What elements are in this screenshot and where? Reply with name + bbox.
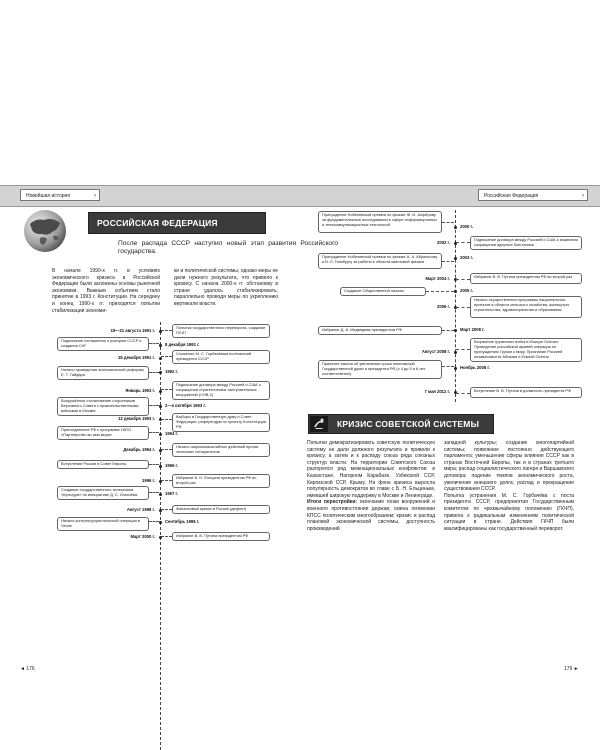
timeline-date: 25 декабря 1991 г. xyxy=(118,355,155,360)
timeline-event: Избрание В. В. Путина президентом РФ xyxy=(172,532,270,541)
page-number-left: ◄ 176 xyxy=(20,666,35,672)
timeline-event: Вступление России в Совет Европы xyxy=(57,460,149,469)
timeline-dot xyxy=(454,257,457,260)
timeline-date: 2005 г. xyxy=(460,288,473,293)
crisis-title-box xyxy=(308,414,494,434)
timeline-connector xyxy=(161,536,172,537)
timeline-date: 2—4 октября 1993 г. xyxy=(165,403,206,408)
timeline-dot xyxy=(159,433,162,436)
timeline-dot xyxy=(454,351,457,354)
timeline-connector xyxy=(149,492,159,493)
timeline-connector xyxy=(161,449,172,450)
timeline-date: 2000 г. xyxy=(460,224,473,229)
timeline-event: Вступление В. В. Путина в должность президента РФ xyxy=(470,387,582,398)
timeline-connector xyxy=(161,509,172,510)
timeline-dot xyxy=(159,405,162,408)
timeline-event: Подписание договора между Россией и США о сокращении стратегических наступательных вооружений (СНВ-2) xyxy=(172,381,270,400)
timeline-event: Начало контртеррористической операции в Чечне xyxy=(57,517,149,531)
timeline-event: Сложение М. С. Горбачёвым полномочий президента СССР xyxy=(172,350,270,364)
timeline-connector xyxy=(161,480,172,481)
timeline-event: Присоединение РФ к программе НАТО «Партнёрство во имя мира» xyxy=(57,426,149,440)
timeline-dot xyxy=(159,344,162,347)
timeline-connector xyxy=(442,222,454,223)
timeline-event: Вторжение грузинских войск в Южную Осетию. Проведение российской армией операции по принуждению Грузии к миру. Признание Россией независимости Абхазии и Южной Осетии xyxy=(470,338,582,362)
timeline-connector xyxy=(456,393,470,394)
globe-icon xyxy=(22,208,68,254)
timeline-date: 2003 г. xyxy=(460,255,473,260)
timeline-event: Финансовый кризис в России (дефолт) xyxy=(172,505,270,514)
timeline-date: 1992 г. xyxy=(165,369,178,374)
timeline-event: Избрание Д. А. Медведева президентом РФ xyxy=(318,326,442,335)
soviet-emblem-icon xyxy=(310,416,328,432)
timeline-connector xyxy=(149,432,159,433)
page-number-right: 179 ► xyxy=(564,666,579,672)
right-tab-label: Российская Федерация xyxy=(484,193,539,199)
timeline-connector xyxy=(442,261,454,262)
timeline-connector xyxy=(442,366,454,367)
timeline-date: 8 декабря 1991 г. xyxy=(165,342,200,347)
timeline-event: Принятие закона об увеличении срока полномочий Государственной думы и президента РФ (с 4 до 5 и 6 лет соответственно) xyxy=(318,360,442,379)
intro-column-1: В начале 1990-х гг. в условиях экономического кризиса в Российской Федерации были заложены основы рыночной экономики. Важным событием стало принятие в 1993 г. Конституции. На середину и конец 1990-х гг. приходятся попытки стабилизации экономи- xyxy=(52,268,160,314)
timeline-event: Вооружённое столкновение сторонников Верховного Совета с правительственными войсками в Москве xyxy=(57,397,149,416)
page-title: РОССИЙСКАЯ ФЕДЕРАЦИЯ xyxy=(97,218,218,228)
timeline-connector xyxy=(442,330,454,331)
timeline-date: 2006 г. xyxy=(437,304,450,309)
timeline-dot xyxy=(159,371,162,374)
intro-column-2: ки и политической системы, однако меры не дали нужного результата, что привело к кризису. С начала 2000-х гг. обстановку в стране удалось стабилизировать, параллельно проводя меры по укреплению вертикали власти. xyxy=(174,268,278,307)
timeline-dot xyxy=(454,329,457,332)
left-tab-label: Новейшая история xyxy=(26,193,71,199)
left-section-tab[interactable] xyxy=(20,189,100,201)
timeline-date: Ноябрь 2008 г. xyxy=(460,365,490,370)
timeline-event: Начало широкомасштабных действий против чеченских сепаратистов xyxy=(172,443,270,457)
timeline-connector xyxy=(456,242,470,243)
timeline-date: 7 мая 2012 г. xyxy=(424,389,450,394)
timeline-date: 12 декабря 1993 г. xyxy=(118,416,155,421)
timeline-date: 19—21 августа 1991 г. xyxy=(110,328,155,333)
timeline-date: Январь 1993 г. xyxy=(125,388,155,393)
timeline-date: Март 2004 г. xyxy=(425,276,450,281)
timeline-dot xyxy=(159,521,162,524)
timeline-date: 1997 г. xyxy=(165,491,178,496)
lead-paragraph: После распада СССР наступил новый этап развития Российского государства. xyxy=(118,240,338,256)
timeline-dot xyxy=(159,357,162,360)
chevron-right-icon: › xyxy=(94,193,96,199)
section-title-box xyxy=(88,212,266,234)
timeline-date: 1996 г. xyxy=(142,478,155,483)
crisis-column-1: Попытки демократизировать советскую политическую систему не дали должного результата и привели к кризису, а затем и к распаду союза ряда союзных структур власти. На территории Советского Союза разгорелся ряд межнациональных конфликтов: в Казахстане, Нагорном Карабахе, Узбекской ССР, Киргизской ССР, Крыму. На фоне кризиса выросла популярность демократов во главе с Б. Н. Ельциным, имевшей широкую поддержку в Москве и Ленинграде. Итоги перестройки: окончание гонки вооружений и военного противостояния держав; смена гегемонии КПСС политическим многообразием; кризис и распад плановой экономической системы, доступность произведений xyxy=(307,440,435,532)
timeline-connector xyxy=(149,405,159,406)
timeline-event: Присуждение Нобелевской премии по физике А. А. Абрикосову и В. Л. Гинзбургу за работы в области квантовой физики xyxy=(318,253,442,269)
timeline-dot xyxy=(159,390,162,393)
timeline-date: 1994 г. xyxy=(165,431,178,436)
right-section-tab[interactable] xyxy=(478,189,588,201)
timeline-connector xyxy=(149,372,159,373)
timeline-date: Август 2008 г. xyxy=(421,349,450,354)
timeline-dot xyxy=(159,493,162,496)
timeline-date: Март 2000 г. xyxy=(130,534,155,539)
timeline-event: Начало осуществления программы национальных проектов в области сельского хозяйства, жилищного строительства, здравоохранения и образования xyxy=(470,296,582,318)
timeline-date: Сентябрь 1999 г. xyxy=(165,519,200,524)
timeline-event: Избрание В. В. Путина президентом РФ во второй раз xyxy=(470,273,582,284)
timeline-connector xyxy=(161,419,172,420)
timeline-date: Август 1998 г. xyxy=(126,507,155,512)
timeline-event: Начало проведения экономической реформы Е. Т. Гайдара xyxy=(57,366,149,380)
timeline-connector xyxy=(161,330,172,331)
timeline-event: Создание Общественной палаты xyxy=(340,287,426,296)
timeline-event: Подписание договора между Россией и США о взаимном сокращении ядерных боеголовок xyxy=(470,236,582,250)
timeline-connector xyxy=(161,389,172,390)
timeline-event: Присуждение Нобелевской премии по физике Ж. И. Алфёрову за фундаментальные исследования в сфере информационных и телекоммуникационных технологий xyxy=(318,211,442,233)
timeline-connector xyxy=(161,356,172,357)
timeline-event: Создание государственного телеканала «Культура» по инициативе Д. С. Лихачёва xyxy=(57,486,149,500)
timeline-dot xyxy=(454,290,457,293)
timeline-date: Март 2008 г. xyxy=(460,327,485,332)
crisis-column-2: западной культуры; создание многопартийной системы; появление постоянно действующего парламента; уменьшение сферы влияния СССР как в странах Восточной Европы, так и в странах третьего мира; распад социалистического лагеря и Варшавского договора; падение темпов экономического роста, увеличение внешнего долга; распад и прекращение существования СССР. Попытка устранения М. С. Горбачёва с поста президента СССР, предпринятая Государственным комитетом по чрезвычайному положению (ГКЧП), привела к радикальным изменениям политической ситуации в стране. Действия ГКЧП были квалифицированы как государственный переворот. xyxy=(444,440,574,532)
timeline-dot xyxy=(454,367,457,370)
timeline-connector xyxy=(149,464,159,465)
timeline-event: Выборы в Государственную думу и Совет Федерации, референдум по проекту Конституции РФ xyxy=(172,413,270,432)
timeline-dot xyxy=(159,465,162,468)
timeline-date: 2002 г. xyxy=(437,240,450,245)
timeline-connector xyxy=(149,521,159,522)
timeline-connector xyxy=(456,307,470,308)
chevron-right-icon: › xyxy=(582,193,584,199)
timeline-event: Подписание соглашения о роспуске СССР и создании СНГ xyxy=(57,337,149,351)
timeline-date: Декабрь 1994 г. xyxy=(123,447,155,452)
timeline-event: Попытка государственного переворота, создание ГКЧП xyxy=(172,324,270,338)
timeline-dot xyxy=(454,226,457,229)
timeline-event: Избрание Б. Н. Ельцина президентом РФ во второй раз xyxy=(172,474,270,488)
timeline-connector xyxy=(456,349,470,350)
timeline-connector xyxy=(456,279,470,280)
timeline-connector xyxy=(426,291,454,292)
timeline-date: 1996 г. xyxy=(165,463,178,468)
timeline-connector xyxy=(149,343,159,344)
crisis-title: КРИЗИС СОВЕТСКОЙ СИСТЕМЫ xyxy=(337,419,480,429)
